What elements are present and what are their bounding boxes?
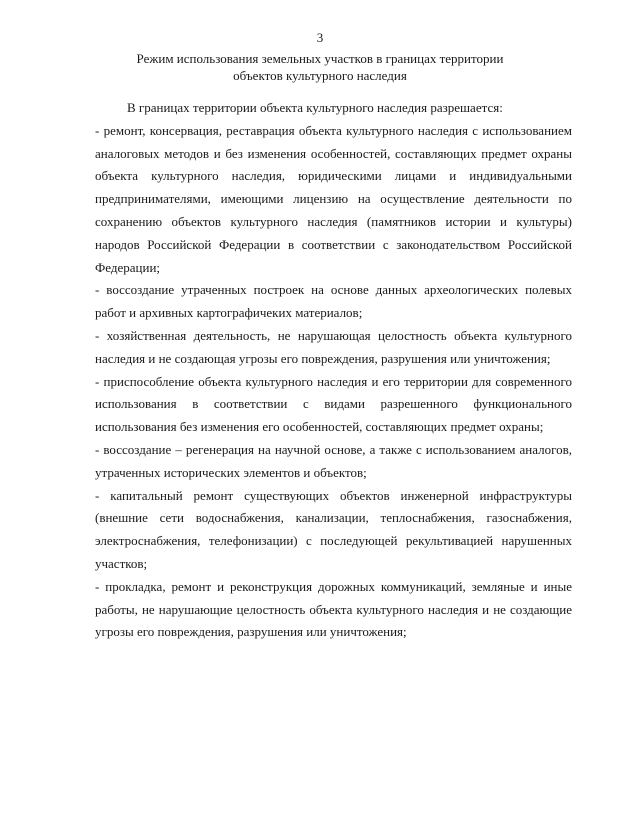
list-item-infrastructure-repair: - капитальный ремонт существующих объектов инженерной инфраструктуры (внешние сети водоснабжения, канализации, теплоснабжения, газоснабжения, электроснабжения, телефонизации) с последующей рекультивацией нарушенных участков; [95,487,572,571]
intro-paragraph: В границах территории объекта культурного наследия разрешается: [127,100,503,115]
section-heading-line-2: объектов культурного наследия [233,68,407,83]
list-item-recreation-buildings: - воссоздание утраченных построек на основе данных археологических полевых работ и архивных картографичеких материалов; [95,282,572,321]
list-item-economic-activity: - хозяйственная деятельность, не нарушающая целостность объекта культурного наследия и не создающая угрозы его повреждения, разрушения или уничтожения; [95,327,572,366]
list-item-regeneration: - воссоздание – регенерация на научной основе, а также с использованием аналогов, утраченных исторических элементов и объектов; [95,441,572,480]
list-item-restoration: - ремонт, консервация, реставрация объекта культурного наследия с использованием аналоговых методов и без изменения особенностей, составляющих предмет охраны объекта культурного наследия, юридическими лицами и индивидуальными предпринимателями, имеющими лицензию на осуществление деятельности по сохранению объектов культурного наследия (памятников истории и культуры) народов Российской Федерации в соответствии с законодательством Российской Федерации; [95,122,572,275]
list-item-adaptation: - приспособление объекта культурного наследия и его территории для современного использования в соответствии с видами разрешенного функционального использования без изменения его особенностей, составляющих предмет охраны; [95,373,572,435]
list-item-road-works: - прокладка, ремонт и реконструкция дорожных коммуникаций, земляные и иные работы, не нарушающие целостность объекта культурного наследия и не создающие угрозы его повреждения, разрушения или уничтожения; [95,578,572,640]
section-heading [95,50,545,84]
page-number: 3 [316,30,324,45]
section-heading-line-1: Режим использования земельных участков в границах территории [136,51,504,66]
document-body [95,97,572,644]
